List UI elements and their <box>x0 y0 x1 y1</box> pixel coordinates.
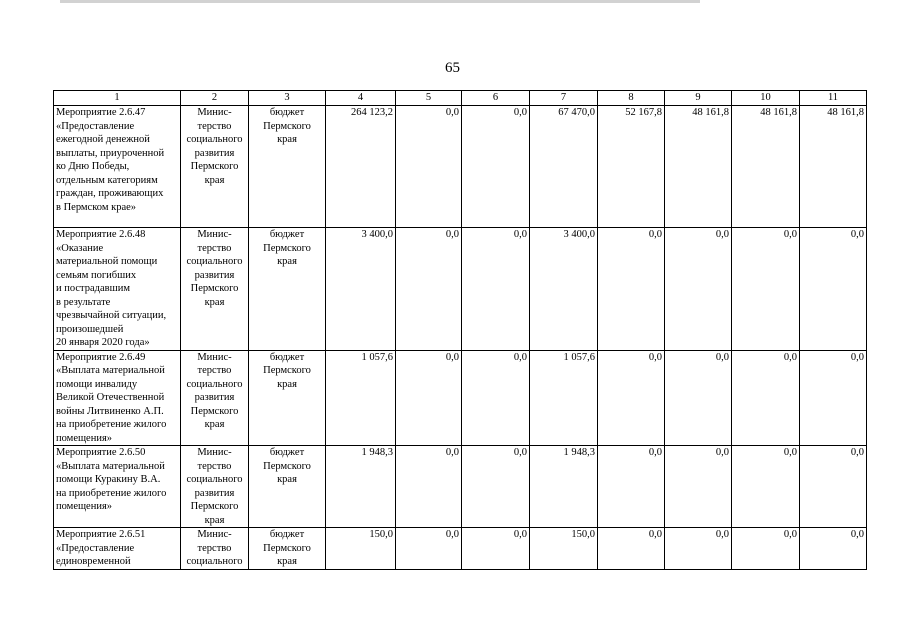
measure-name-cell <box>54 228 181 351</box>
value-cell: 0,0 <box>800 446 867 528</box>
funding-source: бюджет Пермского края <box>263 529 311 567</box>
measure-name-cell <box>54 350 181 446</box>
value-cell: 1 948,3 <box>326 446 396 528</box>
value-cell: 0,0 <box>732 446 800 528</box>
value-cell: 150,0 <box>530 528 598 570</box>
value-cell: 3 400,0 <box>326 228 396 351</box>
funding-source-cell <box>249 446 326 528</box>
measure-name: Мероприятие 2.6.51 «Предоставление единовременной <box>56 529 146 567</box>
value-cell: 48 161,8 <box>732 106 800 228</box>
value-cell: 0,0 <box>396 350 462 446</box>
funding-source: бюджет Пермского края <box>263 447 311 485</box>
value-cell: 0,0 <box>732 350 800 446</box>
page-number: 65 <box>445 60 460 76</box>
header-row <box>54 91 867 106</box>
executor-cell <box>181 528 249 570</box>
column-header: 8 <box>598 91 665 106</box>
scan-edge-line <box>0 0 905 3</box>
executor: Минис- терство социального развития Пермского края <box>186 107 243 186</box>
value-cell: 0,0 <box>598 228 665 351</box>
value-cell: 264 123,2 <box>326 106 396 228</box>
funding-source-cell <box>249 228 326 351</box>
funding-source: бюджет Пермского края <box>263 107 311 145</box>
value-cell: 0,0 <box>462 350 530 446</box>
column-header: 11 <box>800 91 867 106</box>
value-cell: 0,0 <box>665 228 732 351</box>
value-cell: 0,0 <box>800 528 867 570</box>
executor: Минис- терство социального <box>186 529 243 567</box>
value-cell: 1 057,6 <box>530 350 598 446</box>
column-header: 6 <box>462 91 530 106</box>
measure-name-cell <box>54 446 181 528</box>
value-cell: 0,0 <box>462 106 530 228</box>
table-row <box>54 228 867 351</box>
funding-source: бюджет Пермского края <box>263 351 311 390</box>
value-cell: 48 161,8 <box>800 106 867 228</box>
table-row <box>54 350 867 446</box>
funding-source-cell <box>249 528 326 570</box>
value-cell: 0,0 <box>732 528 800 570</box>
measure-name: Мероприятие 2.6.48 «Оказание материальной помощи семьям погибших и пострадавшим в результате чрезвычайной ситуации, произошедшей 20 января 2020 года» <box>56 229 167 348</box>
value-cell: 0,0 <box>396 228 462 351</box>
value-cell: 0,0 <box>665 446 732 528</box>
value-cell: 0,0 <box>396 446 462 528</box>
value-cell: 0,0 <box>598 446 665 528</box>
column-header: 3 <box>249 91 326 106</box>
value-cell: 67 470,0 <box>530 106 598 228</box>
funding-source: бюджет Пермского края <box>263 229 311 267</box>
value-cell: 0,0 <box>396 528 462 570</box>
table-row <box>54 446 867 528</box>
table-row <box>54 106 867 228</box>
value-cell: 1 948,3 <box>530 446 598 528</box>
value-cell: 0,0 <box>732 228 800 351</box>
executor-cell <box>181 446 249 528</box>
value-cell: 0,0 <box>396 106 462 228</box>
executor: Минис- терство социального развития Пермского края <box>186 447 243 526</box>
measure-name-cell <box>54 528 181 570</box>
column-header: 1 <box>54 91 181 106</box>
table-row <box>54 528 867 570</box>
executor: Минис- терство социального развития Пермского края <box>186 351 243 430</box>
column-header: 9 <box>665 91 732 106</box>
funding-source-cell <box>249 350 326 446</box>
column-header: 2 <box>181 91 249 106</box>
measure-name-cell <box>54 106 181 228</box>
value-cell: 0,0 <box>598 350 665 446</box>
value-cell: 48 161,8 <box>665 106 732 228</box>
executor-cell <box>181 350 249 446</box>
budget-table <box>53 90 867 570</box>
value-cell: 52 167,8 <box>598 106 665 228</box>
value-cell: 0,0 <box>800 350 867 446</box>
value-cell: 0,0 <box>665 528 732 570</box>
value-cell: 0,0 <box>665 350 732 446</box>
column-header: 5 <box>396 91 462 106</box>
column-header: 4 <box>326 91 396 106</box>
executor: Минис- терство социального развития Пермского края <box>186 229 243 308</box>
executor-cell <box>181 228 249 351</box>
value-cell: 0,0 <box>800 228 867 351</box>
executor-cell <box>181 106 249 228</box>
measure-name: Мероприятие 2.6.47 «Предоставление ежегодной денежной выплаты, приуроченной ко Дню Победы, отдельным категориям граждан, проживающих в Пермском крае» <box>56 107 165 213</box>
value-cell: 0,0 <box>598 528 665 570</box>
value-cell: 0,0 <box>462 446 530 528</box>
value-cell: 3 400,0 <box>530 228 598 351</box>
value-cell: 1 057,6 <box>326 350 396 446</box>
column-header: 10 <box>732 91 800 106</box>
measure-name: Мероприятие 2.6.49 «Выплата материальной помощи инвалиду Великой Отечественной войны Литвиненко А.П. на приобретение жилого помещения» <box>56 351 167 444</box>
funding-source-cell <box>249 106 326 228</box>
measure-name: Мероприятие 2.6.50 «Выплата материальной помощи Куракину В.А. на приобретение жилого помещения» <box>56 447 167 512</box>
value-cell: 0,0 <box>462 228 530 351</box>
value-cell: 150,0 <box>326 528 396 570</box>
value-cell: 0,0 <box>462 528 530 570</box>
column-header: 7 <box>530 91 598 106</box>
